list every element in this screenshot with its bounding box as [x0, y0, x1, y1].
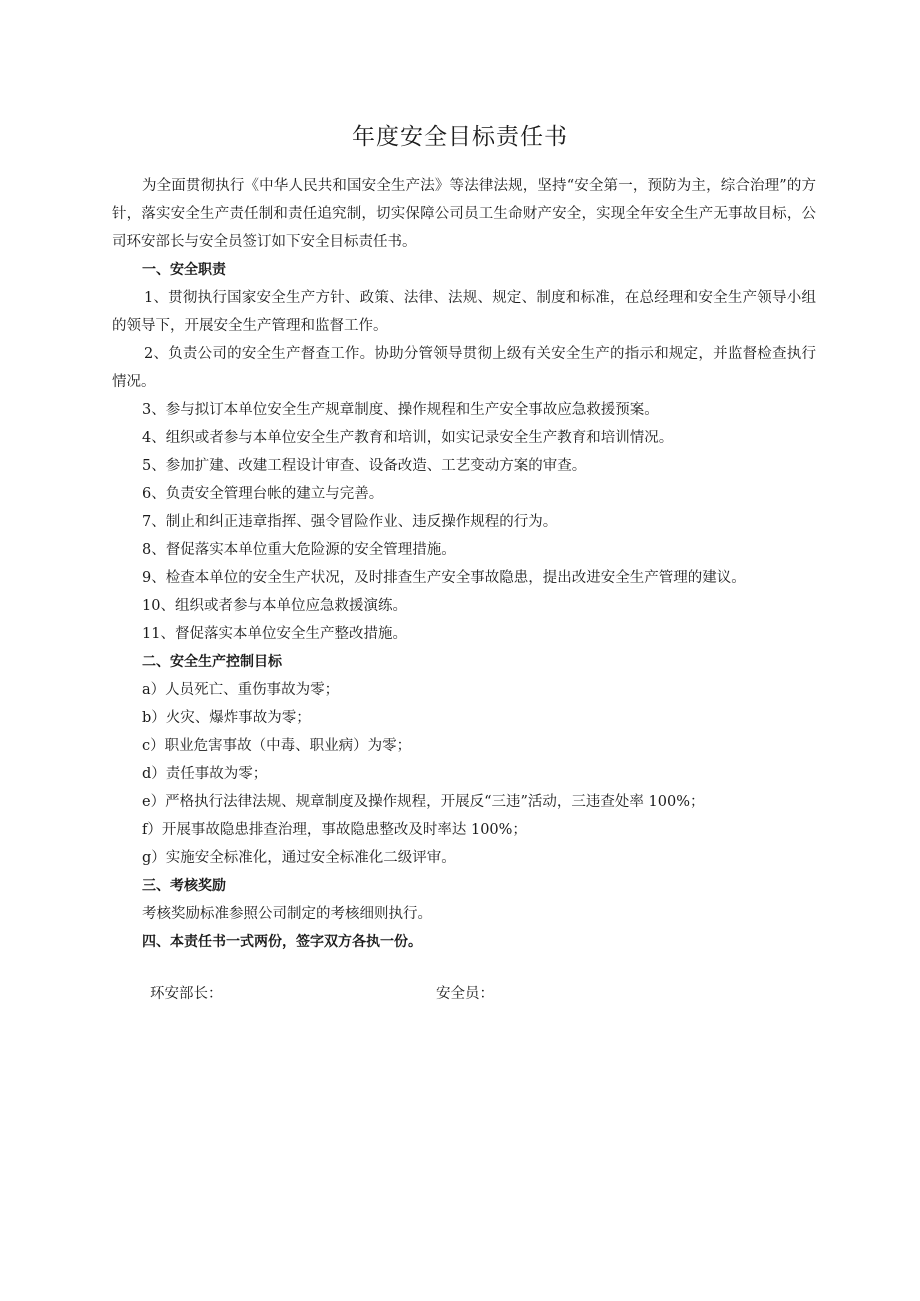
section-1-heading: 一、安全职责: [142, 262, 226, 278]
section-3-heading: 三、考核奖励: [142, 878, 226, 894]
section-1-item-7: 7、制止和纠正违章指挥、强令冒险作业、违反操作规程的行为。: [142, 514, 558, 530]
section-2-item-e: e）严格执行法律法规、规章制度及操作规程，开展反“三违”活动，三违查处率 100%；: [142, 794, 705, 810]
section-1: [112, 256, 816, 956]
section-1-item-11: 11、督促落实本单位安全生产整改措施。: [142, 626, 407, 642]
section-2-item-a: a）人员死亡、重伤事故为零；: [142, 682, 340, 698]
section-2-item-b: b）火灾、爆炸事故为零；: [142, 710, 311, 726]
section-1-item-6: 6、负责安全管理台帐的建立与完善。: [142, 486, 384, 502]
section-1-item-8: 8、督促落实本单位重大危险源的安全管理措施。: [142, 542, 456, 558]
document-title: 年度安全目标责任书: [352, 124, 568, 150]
section-2-item-d: d）责任事故为零；: [142, 766, 268, 782]
section-1-item-10: 10、组织或者参与本单位应急救援演练。: [142, 598, 407, 614]
section-4-heading: 四、本责任书一式两份，签字双方各执一份。: [142, 934, 422, 950]
signature-left-label: 环安部长：: [150, 986, 223, 1002]
section-1-item-4: 4、组织或者参与本单位安全生产教育和培训，如实记录安全生产教育和培训情况。: [142, 430, 674, 446]
section-2-item-c: c）职业危害事故（中毒、职业病）为零；: [142, 738, 412, 754]
section-1-item-9: 9、检查本单位的安全生产状况，及时排查生产安全事故隐患，提出改进安全生产管理的建议。: [142, 570, 746, 586]
section-3-text: 考核奖励标准参照公司制定的考核细则执行。: [142, 906, 432, 922]
section-1-item-3: 3、参与拟订本单位安全生产规章制度、操作规程和生产安全事故应急救援预案。: [142, 402, 659, 418]
section-1-item-5: 5、参加扩建、改建工程设计审查、设备改造、工艺变动方案的审查。: [142, 458, 587, 474]
intro-paragraph: 为全面贯彻执行《中华人民共和国安全生产法》等法律法规，坚持“安全第一，预防为主，综合治理”的方针，落实安全生产责任制和责任追究制，切实保障公司员工生命财产安全，实现全年安全生产无事故目标，公司环安部长与安全员签订如下安全目标责任书。: [112, 178, 816, 250]
signature-right-label: 安全员：: [436, 986, 494, 1002]
section-1-item-2: 2、负责公司的安全生产督查工作。协助分管领导贯彻上级有关安全生产的指示和规定，并监督检查执行情况。: [112, 346, 816, 390]
section-2-heading: 二、安全生产控制目标: [142, 654, 282, 670]
section-2-item-f: f）开展事故隐患排查治理，事故隐患整改及时率达 100%；: [142, 822, 527, 838]
section-2-item-g: g）实施安全标准化，通过安全标准化二级评审。: [142, 850, 456, 866]
section-1-item-1: 1、贯彻执行国家安全生产方针、政策、法律、法规、规定、制度和标准，在总经理和安全生产领导小组的领导下，开展安全生产管理和监督工作。: [112, 290, 816, 334]
